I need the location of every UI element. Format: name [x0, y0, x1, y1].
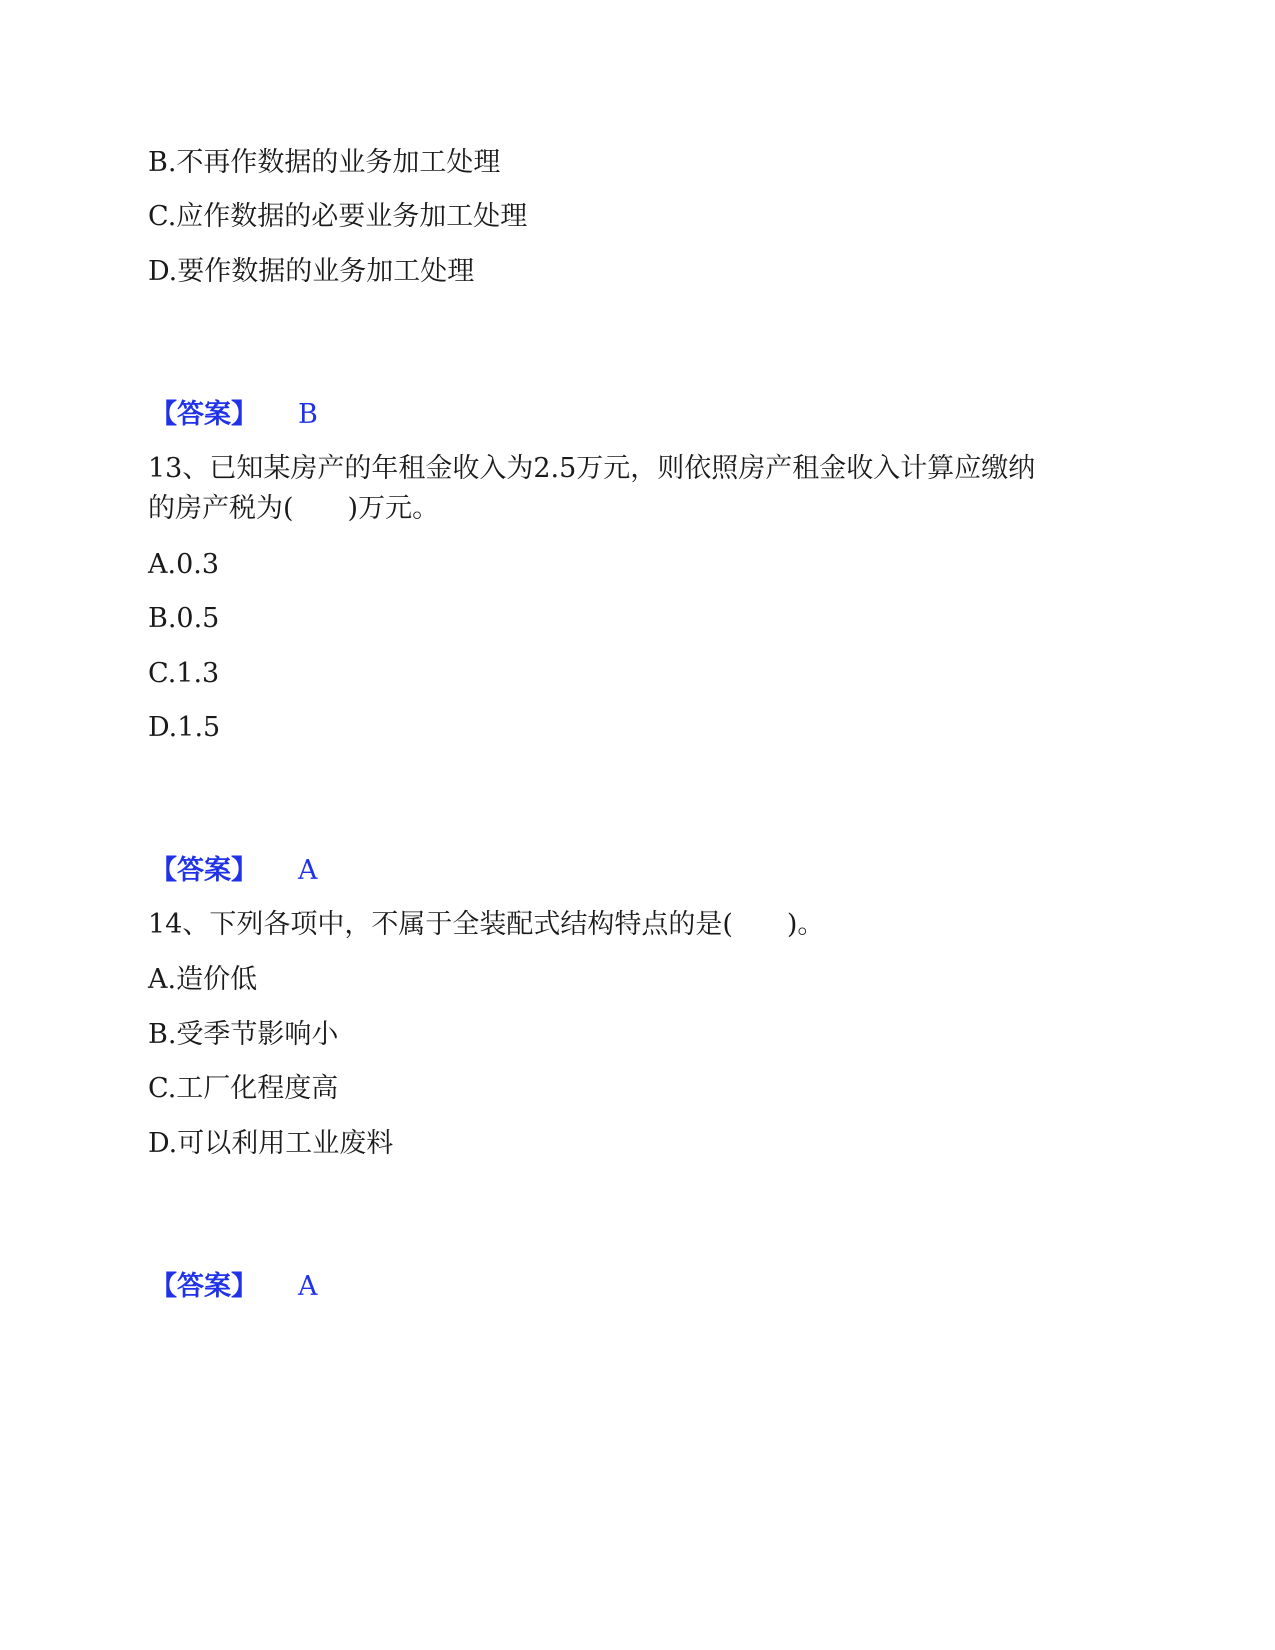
q14-option-c: C.工厂化程度高: [148, 1073, 339, 1104]
answer-label: 【答案】: [150, 399, 258, 430]
q12-answer: [150, 398, 318, 432]
answer-value: A: [298, 855, 318, 886]
q12-option-c: C.应作数据的必要业务加工处理: [148, 201, 528, 232]
q13-option-c: C.1.3: [148, 658, 220, 689]
answer-label: 【答案】: [150, 1271, 258, 1302]
q14-option-a: A.造价低: [148, 964, 258, 995]
q14-option-d: D.可以利用工业废料: [148, 1128, 394, 1159]
q13-stem-line2: 的房产税为( )万元。: [148, 493, 440, 524]
q14-answer: [150, 1270, 318, 1304]
q13-option-d: D.1.5: [148, 712, 221, 743]
q14-stem: 14、下列各项中，不属于全装配式结构特点的是( )。: [148, 909, 825, 940]
answer-label: 【答案】: [150, 855, 258, 886]
q14-option-b: B.受季节影响小: [148, 1019, 339, 1050]
q13-option-b: B.0.5: [148, 603, 220, 634]
q12-option-d: D.要作数据的业务加工处理: [148, 256, 475, 287]
q13-option-a: A.0.3: [148, 549, 220, 580]
q13-answer: [150, 854, 318, 888]
answer-value: A: [298, 1271, 318, 1302]
q13-stem-line1: 13、已知某房产的年租金收入为2.5万元，则依照房产租金收入计算应缴纳: [148, 453, 1036, 484]
q12-option-b: B.不再作数据的业务加工处理: [148, 147, 501, 178]
answer-value: B: [298, 399, 318, 430]
